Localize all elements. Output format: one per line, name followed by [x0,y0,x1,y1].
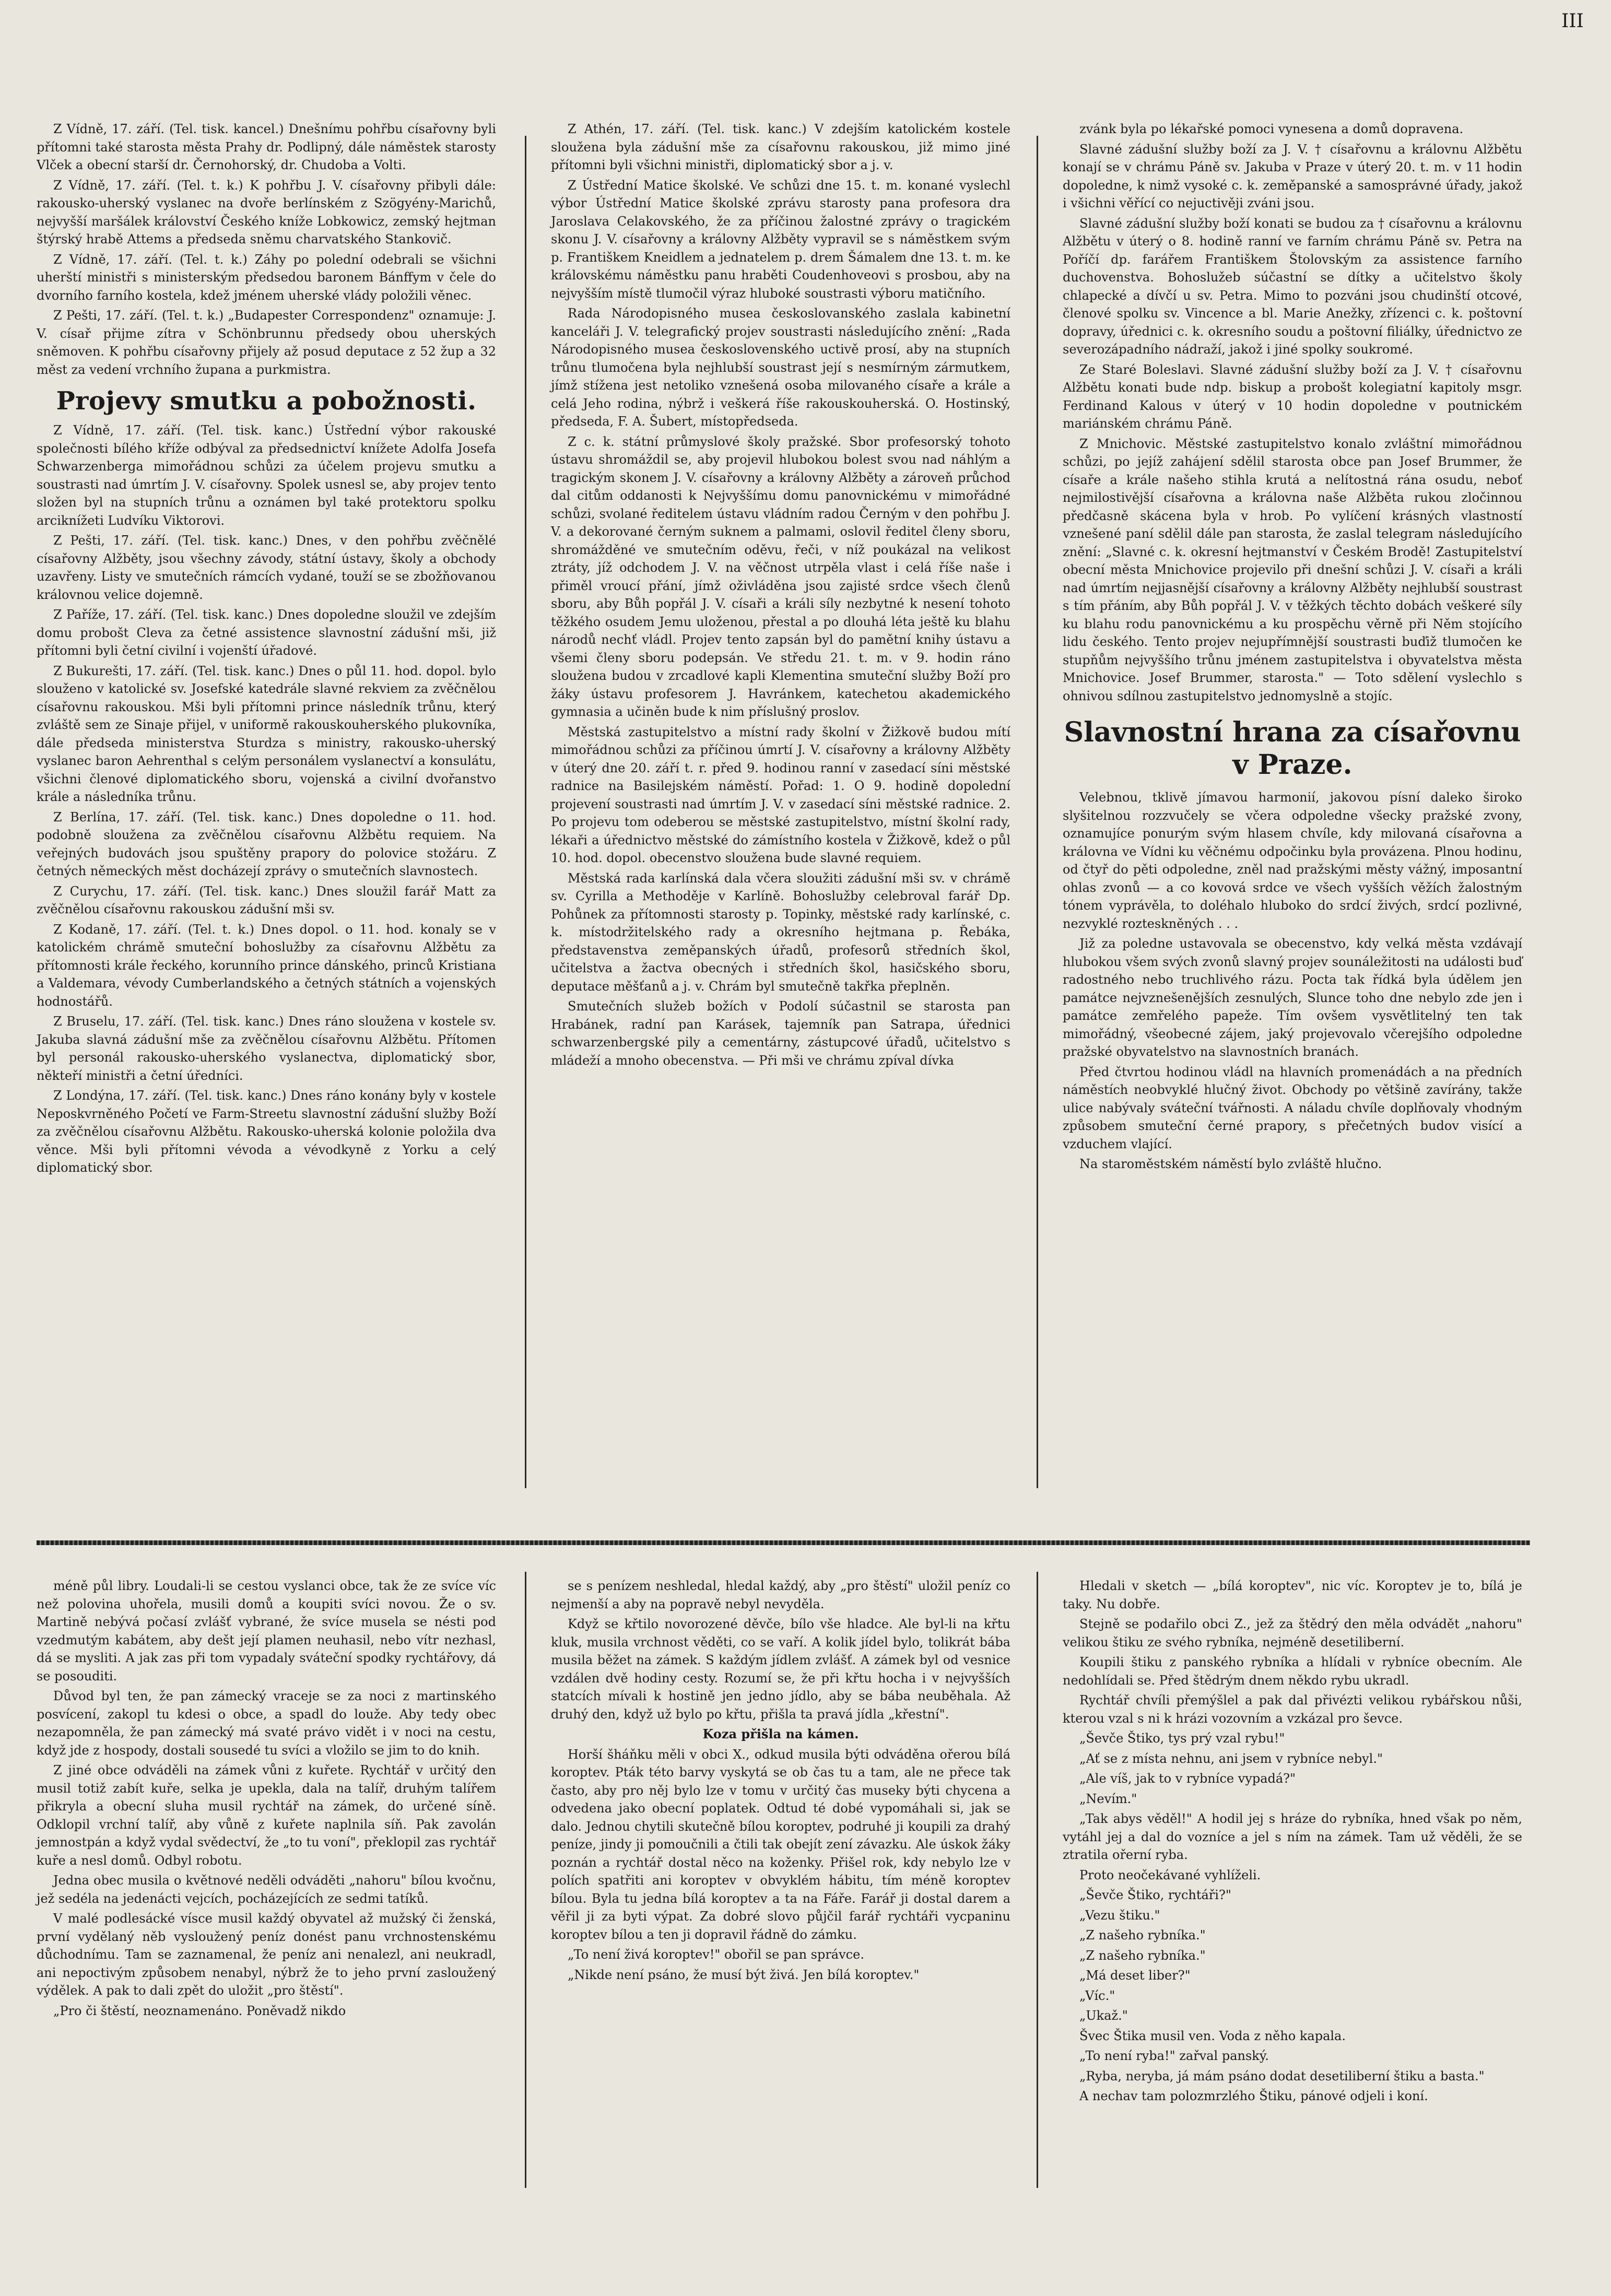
news-item: Městská rada karlínská dala včera sloužiti zádušní mši sv. v chrámě sv. Cyrilla a Methoděje v Karlíně. Bohoslužby celebroval farář Dp. Pohůnek za přítomnosti starosty p. Topinky, městské rady karlínské, c. k. místodržitelského rady a okresního hejtmana p. Řebáka, představenstva zeměpanských úřadů, profesorů středních škol, učitelstva a žactva obecných i středních škol, hasičského sboru, deputace měšťanů a j. v. Chrám byl smutečně takřka přeplněn. [551,870,1010,994]
story-paragraph: „Pro či štěstí, neoznamenáno. Poněvadž nikdo [53,2003,346,2018]
story-paragraph: Když se křtilo novorozené děvče, bílo vše hladce. Ale byl-li na křtu kluk, musila vrchnost věděti, co se vaří. A kolik jídel bylo, tolikrát bába musila běžet na zámek. S každým jídlem zvlášť. A zámek byl od vesnice vzdálen dvě hodiny cesty. Rozumí se, že při křtu hocha i v nejvyšších statcích mívali k hostině jen jedno jídlo, aby se bába neuběhala. Až druhý den, když už bylo po křtu, přišla ta pravá jídla „křestní". [551,1617,1010,1722]
story-paragraph: „Ryba, neryba, já mám psáno dodat desetiliberní štiku a basta." [1079,2068,1485,2083]
column-1 [37,120,496,1179]
story-paragraph: Z jiné obce odváděli na zámek vůni z kuřete. Rychtář v určitý den musil totiž zabít kuře, selka je upekla, dala na talíř, druhým talířem přikryla a obecní sluha musil rychtář na zámek, do určené síně. Odklopil vrchní talíř, aby vůně z kuřete naplnila síň. Pak zavolán jemnostpán a když vydal svědectví, že „to tu voní", překlopil zas rychtář kuře a nesl domů. Odbyl robotu. [37,1763,496,1868]
news-item: Z Londýna, 17. září. (Tel. tisk. kanc.) Dnes ráno konány byly v kostele Neposkvrněného Početí ve Farm-Streetu slavnostní zádušní služby Boží za zvěčnělou císařovnu Alžbětu. Rakousko-uherská kolonie položila dva věnce. Mši byli přítomni vévoda a vévodkyně z Yorku a celý diplomatický sbor. [37,1088,496,1175]
story-paragraph: „Nevím." [1079,1791,1137,1806]
news-item: Z Bukurešti, 17. září. (Tel. tisk. kanc.) Dnes o půl 11. hod. dopol. bylo slouženo v katolické sv. Josefské katedrále slavné rekviem za zvěčnělou císařovnu rakouskou. Mši byli přítomni prince následník trůnu, který zvláště sem ze Sinaje přijel, v uniformě rakouskouherského plukovníka, dále předseda ministerstva Sturdza s ministry, rakousko-uherský vyslanec baron Aehrenthal s celým personálem vyslanectví a konsulátu, všichni členové diplomatického sboru, vojenská a civilní dvořanstvo krále a následníka trůnu. [37,663,496,804]
story-subheading: Koza přišla na kámen. [702,1726,859,1741]
story-paragraph: „Z našeho rybníka." [1079,1948,1206,1963]
story-paragraph: Švec Štika musil ven. Voda z něho kapala. [1079,2028,1346,2043]
story-paragraph: Stejně se podařilo obci Z., jež za štědrý den měla odvádět „nahoru" velikou štiku ze svého rybníka, nejméně desetiliberní. [1063,1617,1522,1650]
story-paragraph: „To není živá koroptev!" obořil se pan správce. [568,1947,864,1962]
news-item: Z Athén, 17. září. (Tel. tisk. kanc.) V zdejším katolickém kostele sloužena byla zádušní mše za císařovnu rakouskou, již mimo jiné přítomni byli všichni ministři, diplomatický sbor a j. v. [551,122,1010,172]
story-paragraph: „Tak abys věděl!" A hodil jej s hráze do rybníka, hned však po něm, vytáhl jej a dal do vozníce a jel s ním na zámek. Tam už věděli, že se ztratila ořerní ryba. [1063,1811,1522,1862]
story-paragraph: „Ale víš, jak to v rybníce vypadá?" [1079,1771,1296,1786]
news-item: Z Vídně, 17. září. (Tel. tisk. kancel.) Dnešnímu pohřbu císařovny byli přítomni také starosta města Prahy dr. Podlipný, dále náměstek starosty Vlček a obecní starší dr. Černohorský, dr. Chudoba a Volti. [37,122,496,172]
news-item: Velebnou, tklivě jímavou harmonií, jakovou písní daleko široko slyšitelnou rozzvučely se včera odpoledne všecky pražské zvony, oznamujíce ponurým svým hlasem chvíle, kdy milovaná císařovna a královna ve Vídni ku věčnému odpočinku byla provázena. Plnou hodinu, od čtyř do pěti odpoledne, zněl nad pražskými městy vážný, imposantní ohlas zvonů — a co kovová srdce ve všech vyšších věžích žalostným tónem vyprávěla, to doléhalo hluboko do srdcí živých, srdcí pozlivné, nezvyklé rozteskněných . . . [1063,790,1522,931]
column-3 [1063,120,1522,1175]
news-item: Z Kodaně, 17. září. (Tel. t. k.) Dnes dopol. o 11. hod. konaly se v katolickém chrámě smuteční bohoslužby za císařovnu Alžbětu za přítomnosti krále řeckého, korunního prince dánského, princů Kristiana a Valdemara, vévody Cumberlandského a četných státních a vojenských hodnostářů. [37,922,496,1009]
column-divider [525,136,526,1488]
column-divider [525,1572,526,2188]
story-paragraph: „Ševče Štiko, rychtáři?" [1079,1888,1231,1902]
story-paragraph: „Vezu štiku." [1079,1908,1160,1923]
news-item: Již za poledne ustavovala se obecenstvo, kdy velká města vzdávají hlubokou všem svých zvonů slavný projev sounáležitosti na události buď radostného nebo truchlivého rázu. Pocta tak řídká byla údělem jen památce nejvznešenějších zesnulých, Slunce toho dne nebylo zde jen i památce zemřelého papeže. Tím ovšem vysvětlitelný ten tak mimořádný, všeobecné zájem, jaký projevovalo včerejšího odpoledne pražské obyvatelstvo na slavnostních branách. [1063,936,1522,1059]
story-paragraph: „Z našeho rybníka." [1079,1928,1206,1942]
column-divider [1037,1572,1038,2188]
column-2 [551,120,1010,1072]
news-item: Z Mnichovic. Městské zastupitelstvo konalo zvláštní mimořádnou schůzi, po jejíž zahájení sdělil starosta obce pan Josef Brummer, že císaře a krále našeho stihla krutá a nelítostná rána osudu, neboť nejmilostivější císařovna a královna naše Alžběta rukou zločinnou předčasně skácena byla v hrob. Po vylíčení krásných vlastností vznešené paní sdělil dále pan starosta, že zaslal telegram následujícího znění: „Slavné c. k. okresní hejtmanství v Českém Brodě! Zastupitelství obecní města Mnichovice projevilo při dnešní schůzi J. V. císaři a králi nad úmrtím nejjasnější císařovny a královny Alžběty nejhlubší soustrast s tím přáním, aby Bůh popřál J. V. v těžkých těchto dobách veškeré síly ku blahu rodu panovnickému a ku prospěchu věrně při Něm stojícího lidu českého. Tento projev nejupřímnější soustrasti buďiž tlumočen ke stupňům nejvyššího trůnu jménem zastupitelstva i obyvatelstva města Mnichovice. Josef Brummer, starosta." — Toto sdělení vyslechlo s ohnivou sdílnou zastupitelstvo jednomyslně a stojíc. [1063,436,1522,703]
news-item: Z Bruselu, 17. září. (Tel. tisk. kanc.) Dnes ráno sloužena v kostele sv. Jakuba slavná zádušní mše za zvěčnělou císařovnu Alžbětu. Přítomen byl personál rakousko-uherského vyslanectva, diplomatický sbor, někteří ministři a četní úředníci. [37,1014,496,1083]
news-item: Z Pešti, 17. září. (Tel. tisk. kanc.) Dnes, v den pohřbu zvěčnělé císařovny Alžběty, jsou všechny závody, státní ústavy, školy a obchody uzavřeny. Listy ve smutečních rámcích vydané, touží se se zbožňovanou královnou velice dojemně. [37,533,496,602]
story-paragraph: se s penízem neshledal, hledal každý, aby „pro štěstí" uložil peníz co nejmenší a aby na popravě nebyl nevyděla. [551,1579,1010,1611]
page-mark: III [1561,10,1584,32]
story-paragraph: „Víc." [1079,1988,1115,2003]
news-item: Z Vídně, 17. září. (Tel. t. k.) K pohřbu J. V. císařovny přibyli dále: rakousko-uherský vyslanec na dvoře berlínském z Szögyény-Marichů, nejvyšší maršálek království Českého kníže Lobkowicz, zemský hejtman štýrský hrabě Attems a předseda sněmu charvatského Stankovič. [37,178,496,246]
news-item: Z Vídně, 17. září. (Tel. t. k.) Záhy po polední odebrali se všichni uherští ministři s ministerským předsedou baronem Bánffym v čele do dvorního farního kostela, kdež jménem uherské vlády položili věnec. [37,252,496,303]
news-item: Z Vídně, 17. září. (Tel. tisk. kanc.) Ústřední výbor rakouské společnosti bílého kříže odbýval za předsednictví knížete Adolfa Josefa Schwarzenberga mimořádnou schůzi za účelem projevu smutku a soustrasti nad úmrtím J. V. císařovny. Spolek usnesl se, aby projev tento složen byl na stupních trůnu a oznámen byl také protektoru spolku arciknížeti Ludvíku Viktorovi. [37,423,496,528]
story-paragraph: méně půl libry. Loudali-li se cestou vyslanci obce, tak že ze svíce víc než polovina uhořela, musili domů a koupiti svíci novou. Že o sv. Martině nebývá počasí zvlášť vybrané, že svíce musela se nésti pod vzedmutým kabátem, aby dešt její plamen neuhasil, nebo vítr nezhasl, dá se mysliti. A jak zas při tom vypadaly sváteční spodky rychtářovy, dá se posouditi. [37,1579,496,1683]
story-paragraph: „Ukaž." [1079,2008,1128,2023]
story-paragraph: Důvod byl ten, že pan zámecký vraceje se za noci z martinského posvícení, zakopl tu kdesi o obce, a spadl do louže. Aby tedy obec nezapomněla, že pan zámecký má svaté právo vidět i v noci na cestu, když jde z hospody, dostali sousedé tu svíci a vložilo se jim to do knih. [37,1689,496,1758]
news-item: Z Curychu, 17. září. (Tel. tisk. kanc.) Dnes sloužil farář Matt za zvěčnělou císařovnu rakouskou zádušní mši sv. [37,884,496,916]
story-paragraph: Rychtář chvíli přemýšlel a pak dal přivézti velikou rybářskou nůši, kterou vzal s ni k hrázi vozovním a vzkázal pro ševce. [1063,1693,1522,1726]
section-heading: Projevy smutku a pobožnosti. [56,386,477,416]
story-paragraph: Horší šháňku měli v obci X., odkud musila býti odváděna ořerou bílá koroptev. Pták této barvy vyskytá se ob čas tu a tam, ale ne přece tak často, aby pro něj bylo lze v tomu v určitý čas museky býti chycena a odvedena jako obecní poplatek. Odtud té dobé vypomáhali si, jak se dalo. Jednou chytili skutečně bílou koroptev, podruhé ji koupili za drahý peníze, jindy ji pomoučnili a čtili tak obejít zení závazku. Ale úskok žáky poznán a rychtář dostal něco na koženky. Přišel rok, kdy nebylo lze v polích spatřiti ani koroptev v obvyklém hábitu, tím méně koroptev bílou. Byla tu jedna bílá koroptev a ta na Fáře. Farář ji dostal darem a věřil ji za byti výpat. Za dobré slovo půjčil farář rychtáři vycpaninu koroptev bílou a ten ji dopravil řádně do zámku. [551,1747,1010,1942]
story-paragraph: Hledali v sketch — „bílá koroptev", nic víc. Koroptev je to, bílá je taky. Nu dobře. [1063,1579,1522,1611]
news-item: Z Berlína, 17. září. (Tel. tisk. kanc.) Dnes dopoledne o 11. hod. podobně sloužena za zvěčnělou císařovnu Alžbětu requiem. Na veřejných budovách jsou spuštěny prapory do polovice stožáru. Z četných německých měst docházejí zprávy o smutečních slavnostech. [37,809,496,878]
column-divider [1037,136,1038,1488]
story-paragraph: „Nikde není psáno, že musí být živá. Jen bílá koroptev." [568,1967,920,1982]
feuilleton-column-1 [37,1577,496,2022]
news-item: Slavné zádušní služby boží konati se budou za † císařovnu a královnu Alžbětu v úterý o 8. hodině ranní ve farním chrámu Páně sv. Petra na Poříčí dp. farářem Františkem Štolovským za assistence farního duchovenstva. Bohoslužeb súčastní se dítky a učitelstvo školy chlapecké a dívčí u sv. Petra. Mimo to pozváni jsou chudinští otcové, členové spolku sv. Vincence a bl. Marie Anežky, zřízenci c. k. poštovní dopravy, úřednici c. k. okresního soudu a poštovní filiálky, úřednictvo ze severozápadního nádraží, jakož i jiné spolky soukromé. [1063,216,1522,357]
story-paragraph: A nechav tam polozmrzlého Štiku, pánové odjeli i koní. [1079,2089,1428,2103]
story-paragraph: „Ať se z místa nehnu, ani jsem v rybníce nebyl." [1079,1751,1383,1766]
story-paragraph: Jedna obec musila o květnové neděli odváděti „nahoru" bílou kvočnu, jež sedéla na jedenácti vejcích, pocházejících ze sedmi tatíků. [37,1873,496,1906]
newspaper-page [37,120,1530,2198]
feuilleton-divider [37,1540,1530,1545]
story-paragraph: „Má deset liber?" [1079,1968,1191,1983]
story-paragraph: „Ševče Štiko, tys prý vzal rybu!" [1079,1731,1285,1746]
story-paragraph: Proto neočekávané vyhlíželi. [1079,1867,1261,1882]
news-item: Smutečních služeb božích v Podolí súčastnil se starosta pan Hrabánek, radní pan Karásek, tajemník pan Satrapa, úřednici schwarzenbergské pily a cementárny, zástupcové úřadů, učitelstvo s mládeží a mnoho obecenstva. — Při mši ve chrámu zpíval dívka [551,999,1010,1068]
story-paragraph: „To není ryba!" zařval panský. [1079,2048,1269,2063]
news-item: Z Pešti, 17. září. (Tel. t. k.) „Budapester Correspondenz" oznamuje: J. V. císař přijme zítra v Schönbrunnu předsedy obou uherských sněmoven. K pohřbu císařovny přijely až posud deputace z 52 žup a 32 měst za vedení vrchního župana a purkmistra. [37,308,496,377]
story-paragraph: Koupili štiku z panského rybníka a hlídali v rybníce obecním. Ale nedohlídali se. Před štědrým dnem někdo rybu ukradl. [1063,1655,1522,1688]
section-heading: Slavnostní hrana za císařovnu v Praze. [1064,716,1521,781]
news-item: Městská zastupitelstvo a místní rady školní v Žižkově budou mítí mimořádnou schůzi za příčinou úmrtí J. V. císařovny a královny Alžběty v úterý dne 20. září t. r. před 9. hodinou ranní v zasedací síni městské radnice na Basilejském náměstí. Pořad: 1. O 9. hodině dopolední projevení soustrasti nad úmrtím J. V. v zasedací síni městské radnice. 2. Po projevu tom odeberou se městské zastupitelstvo, místní školní rady, lékaři a úřednictvo městské do zámístního kostela v Žižkově, kdež o půl 10. hod. dopol. obecenstvo sloužena bude slavné requiem. [551,724,1010,865]
news-item: Z Paříže, 17. září. (Tel. tisk. kanc.) Dnes dopoledne sloužil ve zdejším domu probošt Cleva za četné assistence slavnostní zádušní mši, již přítomni byli četní civilní i vojenští úřadové. [37,607,496,658]
news-item: Rada Národopisného musea českoslovanského zaslala kabinetní kanceláři J. V. telegrafický projev soustrasti následujícího znění: „Rada Národopisného musea československého uctivě prosí, aby na stupních trůnu tlumočena byla nejhlubší soustrast její s nesmírným zármutkem, jímž stížena jest netoliko vznešená osoba milovaného císaře a krále a celá Jeho rodina, nýbrž i veškerá říše rakouskouherská. O. Hostinský, předseda, F. A. Šubert, místopředseda. [551,306,1010,429]
news-item: Z c. k. státní průmyslové školy pražské. Sbor profesorský tohoto ústavu shromáždil se, aby projevil hlubokou bolest svou nad náhlým a tragickým skonem J. V. císařovny a královny Alžběty a zároveň průchod dal citům oddanosti k Nejvyššímu domu panovnickému v mimořádné schůzi, svolané ředitelem ústavu vládním radou Černým v den pohřbu J. V. a dekorované černým suknem a palmami, oslovil ředitel členy sboru, shromážděné ve smutečním oděvu, řeči, v níž poukázal na velikost ztráty, jíž odchodem J. V. na věčnost utrpěla vlast i celá říše naše i přiměl vroucí přání, jímž oživláděna jsou zajisté srdce všech členů sboru, aby Bůh popřál J. V. císaři a králi síly nezbytné k nesení tohoto těžkého osudem Jemu uloženou, přestal a po dlouhá léta ještě ku blahu národů nechť vládl. Projev tento zapsán byl do pamětní knihy ústavu a všemi členy sboru podepsán. Ve středu 21. t. m. v 9. hodin ráno sloužena budou v zrcadlové kapli Klementina smuteční služby Boží pro žáky ústavu profesorem J. Havránkem, katechetou akademického gymnasia a učiněn bude k nim příslušný proslov. [551,434,1010,719]
news-item: zvánk byla po lékařské pomoci vynesena a domů dopravena. [1079,122,1464,136]
news-item: Na staroměstském náměstí bylo zvláště hlučno. [1079,1157,1382,1171]
news-item: Slavné zádušní služby boží za J. V. † císařovnu a královnu Alžbětu konají se v chrámu Páně sv. Jakuba v Praze v úterý 20. t. m. v 11 hodin dopoledne, k nimž vysoké c. k. zeměpanské a samosprávné úřady, jakož i všichni věřící co nejuctivěji zváni jsou. [1063,142,1522,210]
story-paragraph: V malé podlesácké vísce musil každý obyvatel až mužský či ženská, první vydělaný něb vysloužený peníz donést panu vrchnostenskému důchodnímu. Tam se zaznamenal, že peníz ani nenalezl, ani neukradl, ani nepoctivým způsobem nenabyl, nýbrž že to jeho první zasloužený výdělek. A pak to dali zpět do uložit „pro štěstí". [37,1911,496,1998]
feuilleton-column-3 [1063,1577,1522,2107]
news-item: Před čtvrtou hodinou vládl na hlavních promenádách a na předních náměstích neobvyklé hlučný život. Obchody po většině zavírány, takže ulice nabývaly sváteční tvářnosti. A náladu chvíle doplňovaly vhodným způsobem smuteční černé prapory, s přečetných budov visící a vzduchem vlající. [1063,1064,1522,1151]
news-item: Ze Staré Boleslavi. Slavné zádušní služby boží za J. V. † císařovnu Alžbětu konati bude ndp. biskup a probošt kolegiatní kapitoly msgr. Ferdinand Kalous v úterý v 10 hodin dopoledne v poutnickém mariánském chrámu Páně. [1063,362,1522,431]
feuilleton-column-2 [551,1577,1010,1986]
news-item: Z Ústřední Matice školské. Ve schůzi dne 15. t. m. konané vyslechl výbor Ústřední Matice školské zprávu starosty pana profesora dra Jaroslava Celakovského, že za příčinou žalostné zprávy o tragickém skonu J. V. císařovny a královny Alžběty vypravil se s náměstkem svým p. Františkem Kneidlem a jednatelem p. drem Šámalem dne 13. t. m. ke královskému náměstku panu hraběti Coudenhoveovi s prosbou, aby na nejvyšším místě tlumočil výraz hluboké soustrasti výboru matičního. [551,178,1010,301]
